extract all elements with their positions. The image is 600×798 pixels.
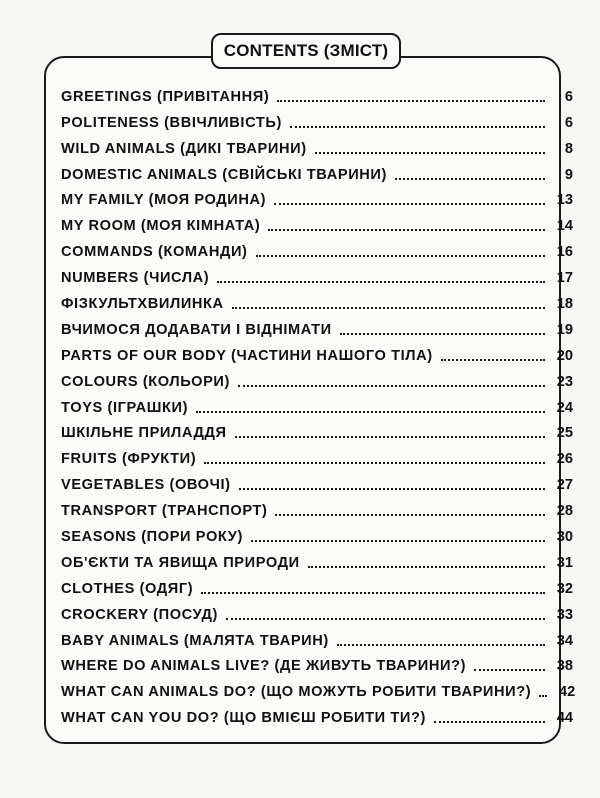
- toc-entry-label: COMMANDS (КОМАНДИ): [61, 244, 248, 261]
- dot-leader: [201, 592, 545, 594]
- toc-entry-label: WHAT CAN YOU DO? (ЩО ВМІЄШ РОБИТИ ТИ?): [61, 710, 426, 727]
- toc-entry-label: CLOTHES (ОДЯГ): [61, 580, 194, 597]
- toc-entry-page: 44: [556, 710, 573, 727]
- toc-entry: [61, 187, 573, 213]
- dot-leader: [196, 411, 545, 413]
- toc-entry-page: 14: [556, 218, 573, 235]
- toc-entry-label: ФІЗКУЛЬТХВИЛИНКА: [61, 296, 224, 313]
- toc-entry-page: 8: [564, 140, 573, 157]
- toc-entry: [61, 601, 573, 627]
- dot-leader: [277, 100, 545, 102]
- dot-leader: [340, 333, 545, 335]
- toc-entry-label: POLITENESS (ВВІЧЛИВІСТЬ): [61, 114, 282, 131]
- dot-leader: [308, 566, 545, 568]
- toc-entry-label: SEASONS (ПОРИ РОКУ): [61, 529, 243, 546]
- toc-entry-label: WILD ANIMALS (ДИКІ ТВАРИНИ): [61, 140, 307, 157]
- dot-leader: [268, 229, 545, 231]
- toc-entry-page: 28: [556, 503, 573, 520]
- toc-entry-page: 9: [564, 166, 573, 183]
- toc-entry-label: DOMESTIC ANIMALS (СВІЙСЬКІ ТВАРИНИ): [61, 166, 387, 183]
- toc-entry-label: MY ROOM (МОЯ КІМНАТА): [61, 218, 261, 235]
- toc-entry: [61, 83, 573, 109]
- dot-leader: [251, 540, 545, 542]
- dot-leader: [275, 514, 545, 516]
- dot-leader: [441, 359, 545, 361]
- toc-entry: [61, 471, 573, 497]
- toc-entry: [61, 109, 573, 135]
- toc-entry-page: 13: [556, 192, 573, 209]
- toc-entry-page: 23: [556, 373, 573, 390]
- toc-entry-label: WHAT CAN ANIMALS DO? (ЩО МОЖУТЬ РОБИТИ ТВАРИНИ?): [61, 684, 532, 701]
- toc-entry-page: 20: [556, 347, 573, 364]
- dot-leader: [434, 721, 545, 723]
- toc-entry: [61, 549, 573, 575]
- dot-leader: [235, 436, 545, 438]
- toc-entry-label: NUMBERS (ЧИСЛА): [61, 270, 210, 287]
- toc-entry-label: ВЧИМОСЯ ДОДАВАТИ І ВІДНІМАТИ: [61, 321, 332, 338]
- table-of-contents: [61, 83, 576, 730]
- toc-entry-label: PARTS OF OUR BODY (ЧАСТИНИ НАШОГО ТІЛА): [61, 347, 433, 364]
- toc-entry: [61, 523, 573, 549]
- toc-entry-label: ОБ'ЄКТИ ТА ЯВИЩА ПРИРОДИ: [61, 554, 300, 571]
- toc-entry-page: 25: [556, 425, 573, 442]
- dot-leader: [315, 152, 545, 154]
- toc-entry-page: 34: [556, 632, 573, 649]
- toc-entry-label: TRANSPORT (ТРАНСПОРТ): [61, 503, 268, 520]
- toc-entry-label: TOYS (ІГРАШКИ): [61, 399, 189, 416]
- toc-entry-page: 24: [556, 399, 573, 416]
- toc-entry-label: GREETINGS (ПРИВІТАННЯ): [61, 88, 270, 105]
- dot-leader: [274, 203, 545, 205]
- toc-entry: [61, 445, 573, 471]
- toc-entry: [61, 135, 573, 161]
- toc-entry: [61, 212, 573, 238]
- dot-leader: [539, 695, 547, 697]
- dot-leader: [232, 307, 545, 309]
- toc-entry-page: 6: [564, 88, 573, 105]
- dot-leader: [226, 618, 545, 620]
- dot-leader: [238, 385, 545, 387]
- toc-entry: [61, 290, 573, 316]
- toc-entry: [61, 238, 573, 264]
- toc-entry-label: COLOURS (КОЛЬОРИ): [61, 373, 230, 390]
- toc-entry: [61, 264, 573, 290]
- dot-leader: [256, 255, 545, 257]
- toc-entry-page: 26: [556, 451, 573, 468]
- toc-entry-page: 27: [556, 477, 573, 494]
- toc-entry-page: 30: [556, 529, 573, 546]
- toc-entry-label: FRUITS (ФРУКТИ): [61, 451, 197, 468]
- toc-entry: [61, 316, 573, 342]
- toc-entry-page: 38: [556, 658, 573, 675]
- toc-entry-page: 33: [556, 606, 573, 623]
- toc-entry-label: CROCKERY (ПОСУД): [61, 606, 219, 623]
- toc-entry-page: 16: [556, 244, 573, 261]
- toc-entry-page: 42: [559, 684, 576, 701]
- toc-entry-label: ШКІЛЬНЕ ПРИЛАДДЯ: [61, 425, 227, 442]
- toc-entry-label: BABY ANIMALS (МАЛЯТА ТВАРИН): [61, 632, 329, 649]
- toc-entry: [61, 653, 573, 679]
- toc-entry: [61, 342, 573, 368]
- toc-entry: [61, 161, 573, 187]
- dot-leader: [204, 462, 545, 464]
- toc-entry: [61, 575, 573, 601]
- toc-entry-label: VEGETABLES (ОВОЧІ): [61, 477, 231, 494]
- toc-entry: [61, 704, 573, 730]
- dot-leader: [337, 644, 545, 646]
- toc-entry-page: 17: [556, 270, 573, 287]
- toc-entry-page: 6: [564, 114, 573, 131]
- toc-entry: [61, 394, 573, 420]
- toc-entry: [61, 368, 573, 394]
- dot-leader: [239, 488, 545, 490]
- toc-entry: [61, 497, 573, 523]
- toc-entry-label: WHERE DO ANIMALS LIVE? (ДЕ ЖИВУТЬ ТВАРИНИ?): [61, 658, 467, 675]
- toc-entry: [61, 420, 573, 446]
- toc-entry: [61, 678, 576, 704]
- toc-entry-page: 19: [556, 321, 573, 338]
- contents-title-text: CONTENTS (ЗМІСТ): [223, 41, 389, 60]
- dot-leader: [217, 281, 545, 283]
- dot-leader: [395, 178, 545, 180]
- toc-entry-page: 18: [556, 296, 573, 313]
- dot-leader: [474, 669, 545, 671]
- toc-entry-page: 31: [556, 554, 573, 571]
- contents-title: [211, 33, 401, 69]
- toc-entry-label: MY FAMILY (МОЯ РОДИНА): [61, 192, 267, 209]
- toc-entry-page: 32: [556, 580, 573, 597]
- toc-entry: [61, 627, 573, 653]
- dot-leader: [290, 126, 545, 128]
